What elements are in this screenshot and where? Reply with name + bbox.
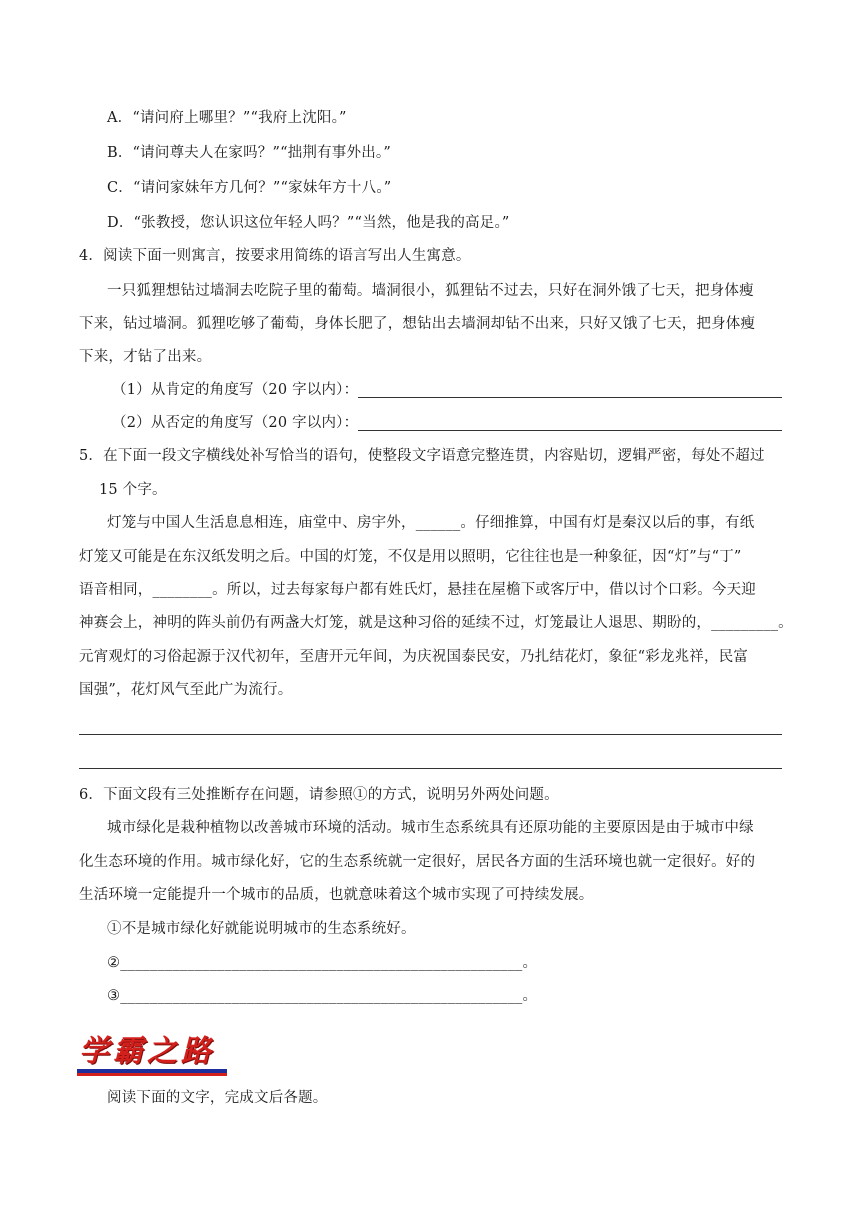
q5-answer-line-2[interactable]	[79, 768, 782, 769]
option-c: C．“请问家妹年方几何？”“家妹年方十八。”	[107, 180, 392, 196]
q6-answer-3-blank[interactable]: ③______________________________________________________。	[107, 988, 538, 1004]
question-5-stem-cont: 15 个字。	[99, 482, 167, 498]
q4-sub2-answer-line[interactable]	[358, 430, 782, 431]
q5-passage-line: 元宵观灯的习俗起源于汉代初年，至唐开元年间，为庆祝国泰民安，乃扎结花灯，象征“彩龙兆祥，民富	[79, 649, 749, 665]
q5-passage-line: 神赛会上，神明的阵头前仍有两盏大灯笼，就是这种习俗的延续不过，灯笼最让人退思、期盼的，_________。	[79, 615, 793, 631]
q5-passage-line: 灯笼与中国人生活息息相连，庙堂中、房宇外，______。仔细推算，中国有灯是秦汉以后的事，有纸	[107, 515, 755, 531]
option-b: B．“请问尊夫人在家吗？”“拙荆有事外出。”	[107, 145, 391, 161]
q4-passage-line: 下来，才钻了出来。	[79, 349, 212, 365]
option-d: D．“张教授，您认识这位年轻人吗？”“当然，他是我的高足。”	[107, 215, 510, 231]
q6-passage-line: 城市绿化是栽种植物以改善城市环境的活动。城市生态系统具有还原功能的主要原因是由于城市中绿	[107, 820, 754, 836]
q4-sub1-answer-line[interactable]	[358, 397, 782, 398]
q6-passage-line: 生活环境一定能提升一个城市的品质，也就意味着这个城市实现了可持续发展。	[79, 887, 594, 903]
section-logo	[77, 1034, 227, 1078]
question-5-stem: 5．在下面一段文字横线处补写恰当的语句，使整段文字语意完整连贯，内容贴切，逻辑严密，每处不超过	[79, 448, 765, 464]
q6-answer-2-blank[interactable]: ②______________________________________________________。	[107, 955, 538, 971]
q4-sub2-label: （2）从否定的角度写（20 字以内）：	[112, 415, 359, 431]
q5-answer-line-1[interactable]	[79, 734, 782, 735]
q4-sub1-label: （1）从肯定的角度写（20 字以内）：	[112, 382, 359, 398]
question-4-stem: 4．阅读下面一则寓言，按要求用简练的语言写出人生寓意。	[79, 248, 471, 264]
q4-passage-line: 下来，钻过墙洞。狐狸吃够了葡萄，身体长肥了，想钻出去墙洞却钻不出来，只好又饿了七天，把身体瘦	[79, 316, 756, 332]
q6-passage-line: 化生态环境的作用。城市绿化好，它的生态系统就一定很好，居民各方面的生活环境也就一定很好。好的	[79, 854, 756, 870]
q5-passage-line: 国强”，花灯风气至此广为流行。	[79, 682, 293, 698]
q4-passage-line: 一只狐狸想钻过墙洞去吃院子里的葡萄。墙洞很小，狐狸钻不过去，只好在洞外饿了七天，把身体瘦	[107, 283, 754, 299]
q5-passage-line: 语音相同，________。所以，过去每家每户都有姓氏灯，悬挂在屋檐下或客厅中，借以讨个口彩。今天迎	[79, 582, 756, 598]
option-a: A．“请问府上哪里？”“我府上沈阳。”	[107, 110, 347, 126]
q6-answer-1: ①不是城市绿化好就能说明城市的生态系统好。	[107, 921, 416, 937]
question-6-stem: 6．下面文段有三处推断存在问题，请参照①的方式，说明另外两处问题。	[79, 787, 559, 803]
section-logo-text: 学霸之路	[79, 1034, 215, 1069]
q5-passage-line: 灯笼又可能是在东汉纸发明之后。中国的灯笼，不仅是用以照明，它往往也是一种象征，因“灯”与“丁”	[79, 549, 742, 565]
section-intro: 阅读下面的文字，完成文后各题。	[107, 1090, 328, 1106]
logo-underline-red	[77, 1073, 227, 1076]
